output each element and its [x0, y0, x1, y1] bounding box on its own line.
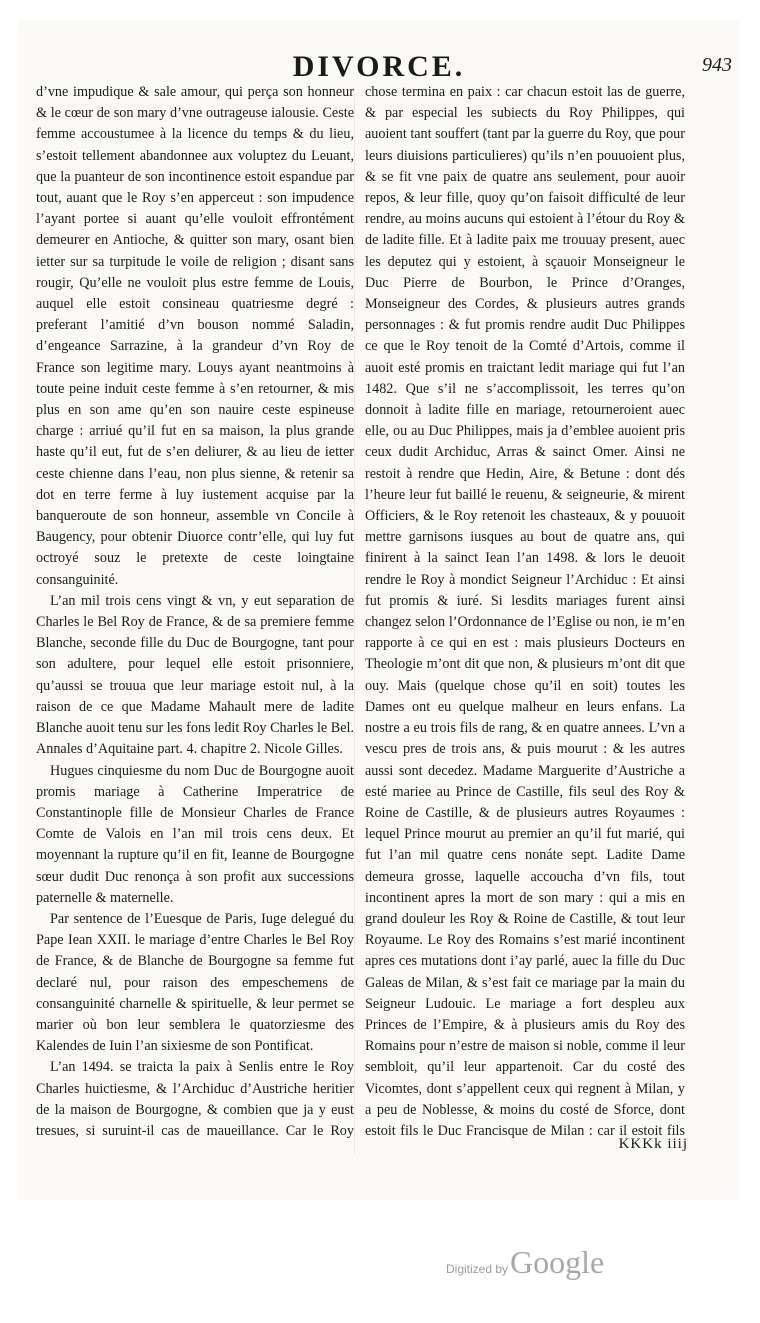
paragraph: L’an 1494. se traicta la paix à Senlis entre le Roy Charles huictiesme, & l’Archiduc d’Austriche heritier de la maison de Bourgogne, & combien que ja y eust tresues, si suruint-il cas de maueillance. Car le Roy: [36, 1059, 354, 1139]
paragraph: Hugues cinquiesme du nom Duc de Bourgogne auoit promis mariage à Catherine Imperatrice de Constantinople fille de Monsieur Charles de France Comte de Valois en l’an mil trois cens deux. Et moyennant la rupture qu’il en fit, Ieanne de Bourgogne sœur dudit Duc renonça à son profit aux successions paternelle & maternelle.: [36, 762, 354, 906]
signature-mark: KKKk iiij: [618, 1136, 688, 1152]
google-logo: Google: [510, 1244, 605, 1280]
digitization-footer: [0, 1240, 760, 1323]
paragraph: chose termina en paix : car chacun estoit las de guerre, & par especial les subiects du Roy Philippes, qui auoient tant souffert (tant par la guerre du Roy, que pour leurs diuisions particulieres) qu’ils n’en pouuoient plus, & se fit vne paix de quatre ans seulement, pour auoir repos, & leur fille, quoy qu’on faisoit difficulté de leur rendre, au moins aucuns qui estoient à l’étour du Roy & de ladite fille. Et à ladite paix me trouuay present, auec les deputez qui y estoient, à sçauoir Monseigneur le Duc Pierre de Bourbon, le Prince d’Oranges, Monseigneur des Cordes, & plusieurs autres grands personnages : & fut promis rendre audit Duc Philippes ce que le Roy tenoit de la Comté d’Artois, comme il auoit esté promis en traictant ledit mariage qui fut l’an 1482. Que s’il ne s’accomplissoit, les terres qu’on donnoit à ladite fille en mariage, retourneroient auec elle, ou au Duc Philippes, mais ja d’emblee auoient pris ceux dudit Archiduc, Arras & sainct Omer. Ainsi ne restoit à rendre que Hedin, Aire, & Betune : dont dés l’heure leur fut baillé le reuenu, & seigneurie, & mirent Officiers, & le Roy retenoit les chasteaux, & y pouuoit mettre garnisons iusques au bout de quatre ans, qui finirent à la sainct Iean l’an 1498. & lors le deuoit rendre le Roy à mondict Seigneur l’Archiduc : Et ainsi fut promis & iuré. Si lesdits mariages furent ainsi changez selon l’Ordonnance de l’Eglise ou non, ie m’en rapporte à ce qui en est : mais plusieurs Docteurs en Theologie m’ont dit que non, & plusieurs m’ont dit que ouy. Mais (quelque chose qu’il en soit) toutes les Dames ont eu quelque malheur en leurs enfans. La nostre a eu trois fils de rang, & en quatre annees. L’vn a vescu pres de trois ans, & puis mourut : & les autres aussi sont decedez. Madame Marguerite d’Austriche a esté mariee au Prince de Castille, fils seul des Roy & Roine de Castille, & de plusieurs autres Royaumes : lequel Prince mourut au premier an qu’il fut marié, qui fut l’an mil quatre cens nonáte sept. Ladite Dame demeura grosse, laquelle accoucha d’vn fils, tout incontinent apres la mort de son mary : qui a mis en grand douleur les Roy & Roine de Castille, & tout leur Royaume. Le Roy des Romains s’est marié incontinent apres ces mutations dont i’ay parlé, auec la fille du Duc Galeas de Milan, & s’est fait ce mariage par la main du Seigneur Ludouic. Le mariage a fort despleu aux Princes de l’Empire, & à plusieurs amis du Roy des Romains pour n’estre de maison si noble, comme il leur sembloit, qu’il leur appartenoit. Car du costé des Vicomtes, dont s’appellent ceux qui regnent à Milan, y a peu de Noblesse, & moins du costé de Sforce, dont estoit fils le Duc Francisque de Milan : car il estoit fils: [365, 84, 685, 1139]
paragraph: d’vne impudique & sale amour, qui perça son honneur & le cœur de son mary d’vne outrageuse ialousie. Ceste femme accoustumee à la licence du temps & du lieu, s’estoit tellement abandonnee aux voluptez du Leuant, que la puanteur de son incontinence estoit espandue par tout, auant que le Roy s’en apperceut : son impudence l’ayant portee si auant qu’elle vouloit effrontément demeurer en Antioche, & quitter son mary, osant bien ietter sur sa turpitude le voile de religion ; disant sans rougir, Qu’elle ne vouloit plus estre femme de Louis, auquel elle estoit consineau quatriesme degré : preferant l’amitié d’vn bouson nommé Saladin, d’engeance Sarrazine, à la grandeur d’vn Roy de France son legitime mary. Louys ayant neantmoins à toute peine induit ceste femme à s’en retourner, & mis plus en son ame qu’en son nauire ceste espineuse charge : arriué qu’il fut en sa maison, la plus grande haste qu’il eut, fut de s’en deliurer, & au lieu de ietter ceste chienne dans l’eau, non plus sienne, & retenir sa dot en terre ferme à luy iustement acquise par la banqueroute de son honneur, assemble vn Concile à Baugency, pour obtenir Diuorce contr’elle, qui luy fut octroyé souz le pretexte de ceste loingtaine consanguinité.: [36, 84, 354, 588]
column-divider: [354, 94, 355, 1154]
digitized-by-label: Digitized by: [446, 1262, 509, 1276]
paragraph: L’an mil trois cens vingt & vn, y eut separation de Charles le Bel Roy de France, & de sa premiere femme Blanche, seconde fille du Duc de Bourgogne, tant pour son adultere, pour lequel elle estoit prisonniere, qu’aussi se trouua que leur mariage estoit nul, à la raison de ce que Madame Mahault mere de ladite Blanche auoit tenu sur les fons ledit Roy Charles le Bel. Annales d’Aquitaine part. 4. chapitre 2. Nicole Gilles.: [36, 592, 354, 758]
page-header: [18, 20, 740, 83]
book-page: [18, 20, 740, 1200]
left-column: [36, 82, 354, 1142]
running-title: DIVORCE.: [292, 50, 466, 83]
page-number: 943: [702, 54, 732, 76]
paragraph: Par sentence de l’Euesque de Paris, Iuge delegué du Pape Iean XXII. le mariage d’entre Charles le Bel Roy de France, & de Blanche de Bourgogne sa femme fut declaré nul, pour raison des empeschemens de consanguinité charnelle & spirituelle, & leur permet se marier où bon leur semblera le quatorziesme des Kalendes de Iuin l’an sixiesme de son Pontificat.: [36, 910, 354, 1055]
right-column: [365, 82, 685, 1142]
